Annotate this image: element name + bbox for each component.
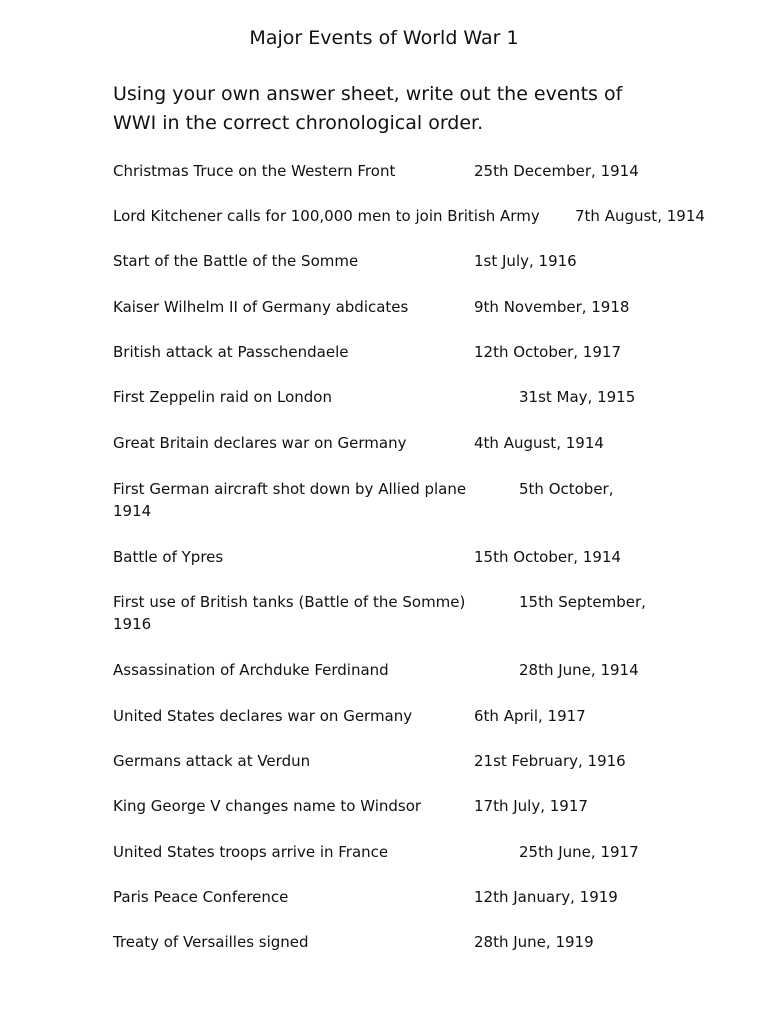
event-name: Lord Kitchener calls for 100,000 men to join British Army	[113, 207, 540, 225]
event-date: 1st July, 1916	[474, 252, 577, 270]
event-date-continued: 1914	[113, 502, 152, 520]
event-name: Kaiser Wilhelm II of Germany abdicates	[113, 298, 409, 316]
instructions-line-1: Using your own answer sheet, write out the events of	[113, 83, 623, 105]
event-date: 28th June, 1919	[474, 933, 594, 951]
event-name: Christmas Truce on the Western Front	[113, 162, 396, 180]
instructions	[113, 80, 673, 138]
event-name: United States troops arrive in France	[113, 843, 389, 861]
event-date: 15th October, 1914	[474, 548, 621, 566]
event-date: 25th June, 1917	[519, 843, 639, 861]
event-name: United States declares war on Germany	[113, 707, 413, 725]
event-date: 12th October, 1917	[474, 343, 621, 361]
page-title: Major Events of World War 1	[249, 27, 519, 49]
event-name: Treaty of Versailles signed	[113, 933, 309, 951]
event-date: 31st May, 1915	[519, 388, 636, 406]
event-date: 9th November, 1918	[474, 298, 630, 316]
event-date: 17th July, 1917	[474, 797, 588, 815]
event-name: First use of British tanks (Battle of the Somme)	[113, 593, 466, 611]
event-name: Start of the Battle of the Somme	[113, 252, 359, 270]
event-date: 28th June, 1914	[519, 661, 639, 679]
event-date: 7th August, 1914	[575, 207, 705, 225]
event-date: 5th October,	[519, 480, 614, 498]
event-name: British attack at Passchendaele	[113, 343, 349, 361]
event-name: Paris Peace Conference	[113, 888, 289, 906]
event-name: First German aircraft shot down by Allied plane	[113, 480, 467, 498]
event-name: Assassination of Archduke Ferdinand	[113, 661, 389, 679]
event-date: 12th January, 1919	[474, 888, 618, 906]
event-name: Germans attack at Verdun	[113, 752, 311, 770]
event-date: 21st February, 1916	[474, 752, 626, 770]
event-name: King George V changes name to Windsor	[113, 797, 422, 815]
event-name: First Zeppelin raid on London	[113, 388, 332, 406]
event-date: 15th September,	[519, 593, 646, 611]
event-date: 25th December, 1914	[474, 162, 639, 180]
event-name: Battle of Ypres	[113, 548, 224, 566]
event-name: Great Britain declares war on Germany	[113, 434, 407, 452]
event-date: 6th April, 1917	[474, 707, 586, 725]
event-date: 4th August, 1914	[474, 434, 604, 452]
instructions-line-2: WWI in the correct chronological order.	[113, 112, 484, 134]
event-date-continued: 1916	[113, 615, 152, 633]
